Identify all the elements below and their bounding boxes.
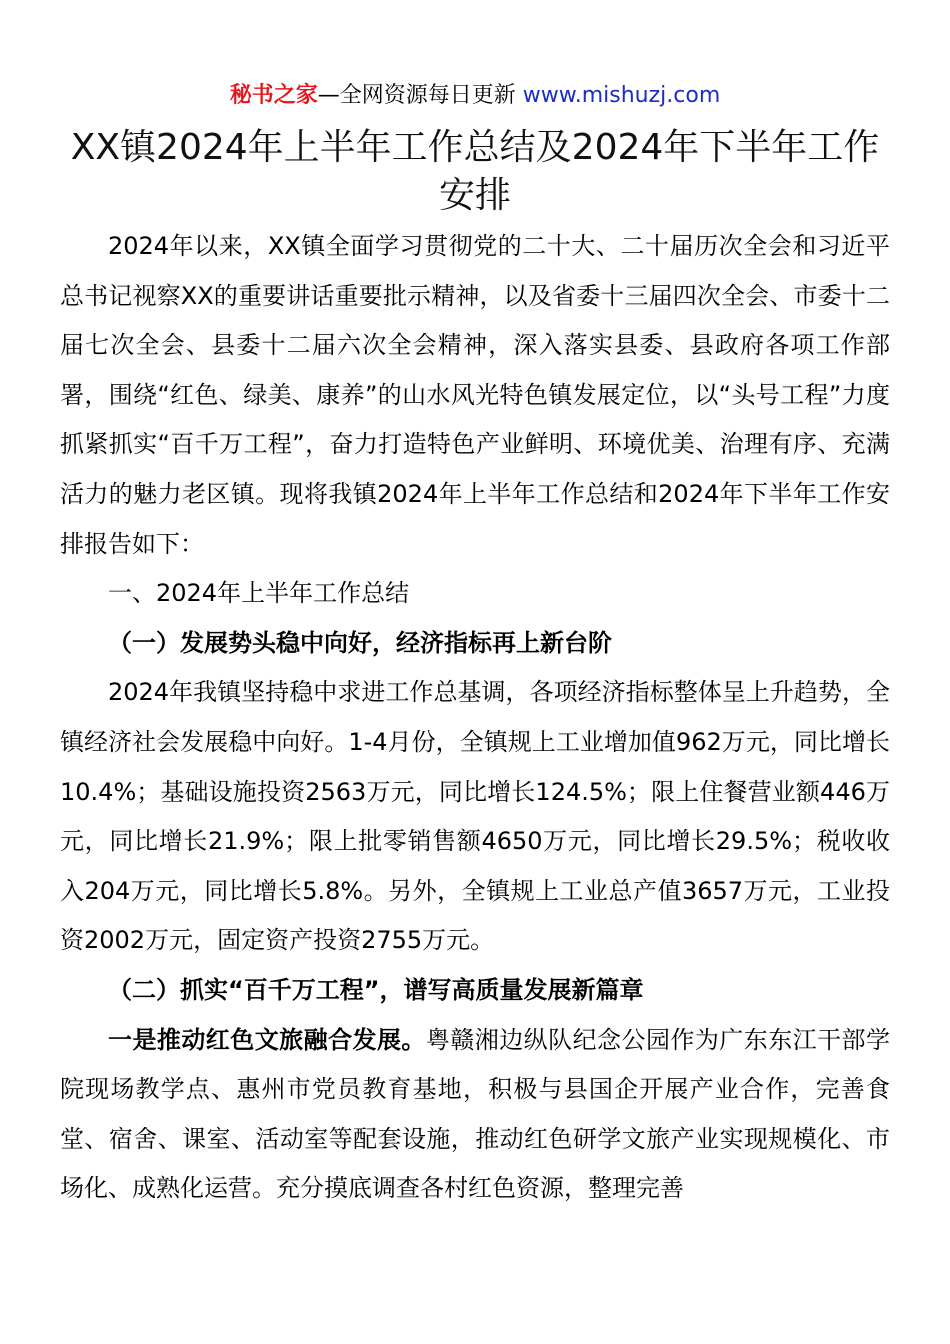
paragraph-text: 粤赣湘边纵队纪念公园作为广东东江干部学院现场教学点、惠州市党员教育基地，积极与县国企开展产业合作，完善食堂、宿舍、课室、活动室等配套设施，推动红色研学文旅产业实现规模化、市场化、成熟化运营。充分摸底调查各村红色资源，整理完善 [60,1025,891,1203]
document-body [60,222,890,1214]
red-tourism-paragraph [60,1016,890,1214]
site-banner [0,80,950,112]
banner-tagline: —全网资源每日更新 [317,83,523,108]
paragraph-lead: 一是推动红色文旅融合发展。 [108,1025,426,1054]
subsection-heading-2: （二）抓实“百千万工程”，谱写高质量发展新篇章 [108,975,644,1004]
banner-url-link[interactable]: www.mishuzj.com [522,83,721,108]
economy-paragraph: 2024年我镇坚持稳中求进工作总基调，各项经济指标整体呈上升趋势，全镇经济社会发展稳中向好。1-4月份，全镇规上工业增加值962万元，同比增长10.4%；基础设施投资2563万元，同比增长124.5%；限上住餐营业额446万元，同比增长21.9%；限上批零销售额4650万元，同比增长29.5%；税收收入204万元，同比增长5.8%。另外，全镇规上工业总产值3657万元，工业投资2002万元，固定资产投资2755万元。 [60,678,890,955]
intro-paragraph: 2024年以来，XX镇全面学习贯彻党的二十大、二十届历次全会和习近平总书记视察XX的重要讲话重要批示精神，以及省委十三届四次全会、市委十二届七次全会、县委十二届六次全会精神，深入落实县委、县政府各项工作部署，围绕“红色、绿美、康养”的山水风光特色镇发展定位，以“头号工程”力度抓紧抓实“百千万工程”，奋力打造特色产业鲜明、环境优美、治理有序、充满活力的魅力老区镇。现将我镇2024年上半年工作总结和2024年下半年工作安排报告如下： [60,232,890,558]
subsection-heading-1: （一）发展势头稳中向好，经济指标再上新台阶 [108,628,612,657]
section-heading: 一、2024年上半年工作总结 [108,579,410,608]
brand-name: 秘书之家 [229,83,318,108]
document-title: XX镇2024年上半年工作总结及2024年下半年工作安排 [70,127,880,216]
